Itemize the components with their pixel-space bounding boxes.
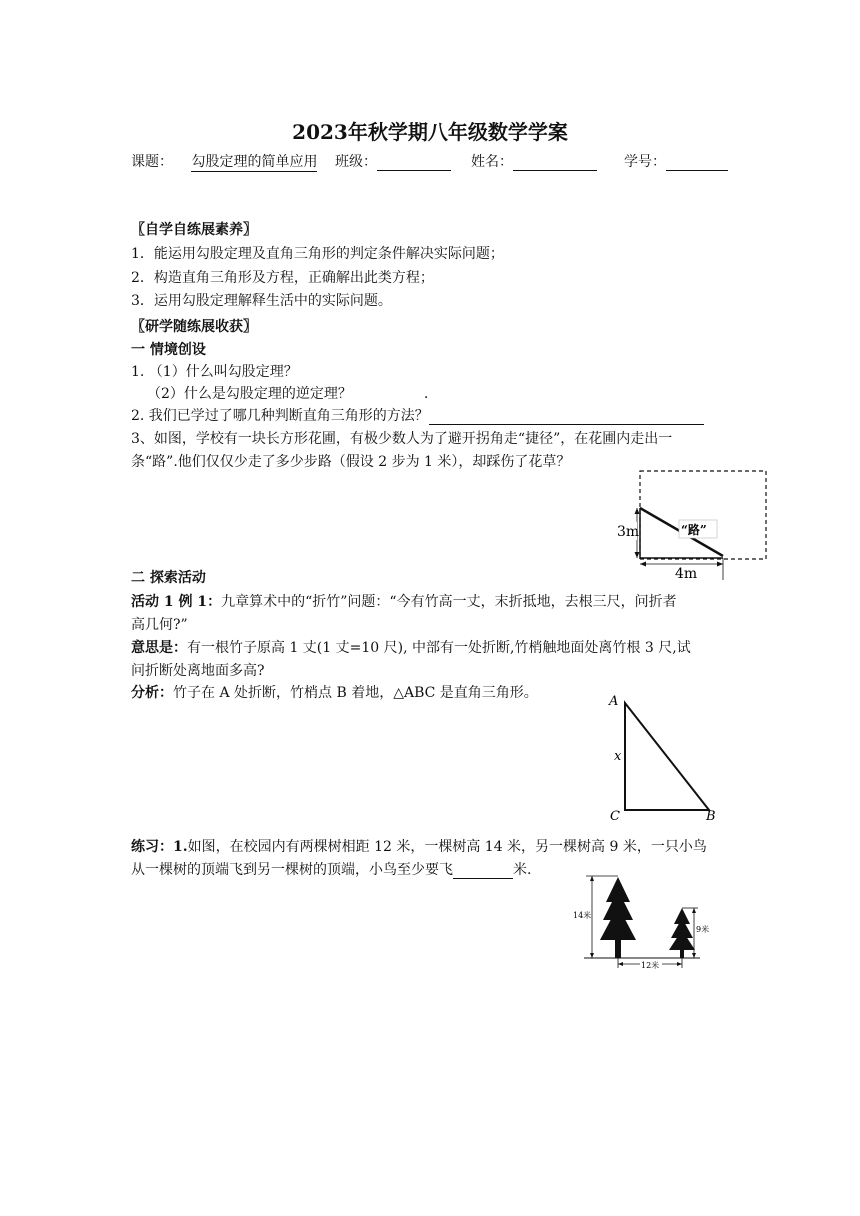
- id-field: [624, 151, 728, 171]
- class-field: [335, 151, 451, 171]
- header-info-line: [131, 151, 317, 172]
- analysis-text: 竹子在 A 处折断，竹梢点 B 着地，△ABC 是直角三角形。: [173, 685, 538, 701]
- triangle-figure: [605, 690, 730, 825]
- label-3m: 3m: [617, 524, 640, 540]
- self-study-heading: 〖自学自练展素养〗: [131, 222, 257, 238]
- analysis-line: [131, 682, 538, 702]
- label-4m: 4m: [675, 566, 698, 582]
- arrow-9-top: [692, 908, 696, 913]
- arrow-12-left: [618, 962, 623, 966]
- activity-1-line-2: 高几何?”: [131, 617, 188, 633]
- name-field: [471, 151, 597, 171]
- label-14m: 14米: [573, 911, 592, 920]
- practice-unit: 米.: [513, 862, 532, 878]
- research-heading: 〖研学随练展收获〗: [131, 319, 257, 335]
- practice-text-2: 从一棵树的顶端飞到另一棵树的顶端，小鸟至少要飞: [131, 862, 453, 878]
- dim-arrow-down: [635, 552, 640, 558]
- question-2-text: 2. 我们已学过了哪几种判断直角三角形的方法？: [131, 408, 429, 424]
- vertex-c: C: [610, 809, 620, 824]
- question-1b-text: （2）什么是勾股定理的逆定理？: [147, 386, 352, 402]
- road-label: “路”: [681, 523, 707, 537]
- question-2: [131, 405, 704, 425]
- topic-label: 课题：: [131, 154, 173, 170]
- question-1b: [147, 383, 428, 403]
- analysis-label: 分析：: [131, 685, 173, 701]
- label-12m: 12米: [641, 961, 660, 970]
- practice-label: 练习：1.: [131, 839, 188, 855]
- self-study-item-3: 3．运用勾股定理解释生活中的实际问题。: [131, 293, 392, 309]
- arrow-14-top: [590, 876, 594, 881]
- meaning-text: 有一根竹子原高 1 丈(1 丈=10 尺), 中部有一处折断,竹梢触地面处离竹根 3 尺,试: [187, 640, 691, 656]
- self-study-item-1: 1．能运用勾股定理及直角三角形的判定条件解决实际问题；: [131, 246, 504, 262]
- question-3-line-1: 3、如图，学校有一块长方形花圃，有极少数人为了避开拐角走“捷径”，在花圃内走出一: [131, 431, 673, 447]
- meaning-line-2: 问折断处离地面多高?: [131, 663, 265, 679]
- class-blank[interactable]: [377, 154, 451, 171]
- practice-line-1: [131, 836, 707, 856]
- topic-value: 勾股定理的简单应用: [191, 151, 317, 172]
- tall-tree-icon: [600, 877, 636, 958]
- practice-line-2: [131, 859, 531, 879]
- activity-1-text: 九章算术中的“折竹”问题：“今有竹高一丈，末折抵地，去根三尺，问折者: [221, 594, 677, 610]
- class-label: 班级：: [335, 154, 377, 170]
- page-title: 2023年秋学期八年级数学学案: [292, 120, 568, 144]
- garden-figure: [605, 468, 770, 583]
- short-tree-icon: [669, 908, 695, 958]
- dim-arrow-up: [635, 508, 640, 514]
- side-x-label: x: [614, 749, 622, 764]
- name-blank[interactable]: [513, 154, 597, 171]
- meaning-line-1: [131, 637, 691, 657]
- vertex-b: B: [706, 809, 716, 824]
- section-1-heading: 一 情境创设: [131, 342, 206, 358]
- arrow-14-bottom: [590, 953, 594, 958]
- question-1a: 1. （1）什么叫勾股定理？: [131, 364, 298, 380]
- label-9m: 9米: [696, 925, 710, 934]
- triangle-abc: [625, 703, 709, 810]
- activity-1-line-1: [131, 591, 677, 611]
- trees-figure: [570, 868, 720, 973]
- practice-answer-blank[interactable]: [453, 862, 513, 879]
- arrow-9-bottom: [692, 953, 696, 958]
- id-blank[interactable]: [666, 154, 728, 171]
- self-study-item-2: 2．构造直角三角形及方程，正确解出此类方程；: [131, 270, 434, 286]
- meaning-label: 意思是：: [131, 640, 187, 656]
- question-1b-dot: .: [423, 386, 429, 402]
- section-2-heading: 二 探索活动: [131, 570, 206, 586]
- arrow-12-right: [677, 962, 682, 966]
- question-3-line-2: 条“路”.他们仅仅少走了多少步路（假设 2 步为 1 米），却踩伤了花草？: [131, 454, 571, 470]
- vertex-a: A: [609, 694, 619, 709]
- question-2-blank[interactable]: [429, 408, 704, 425]
- id-label: 学号：: [624, 154, 666, 170]
- name-label: 姓名：: [471, 154, 513, 170]
- dim-arrow-right: [717, 562, 723, 567]
- dim-arrow-left: [640, 562, 646, 567]
- activity-1-label: 活动 1 例 1：: [131, 594, 222, 610]
- practice-text: 如图，在校园内有两棵树相距 12 米，一棵树高 14 米，另一棵树高 9 米，一只小鸟: [187, 839, 707, 855]
